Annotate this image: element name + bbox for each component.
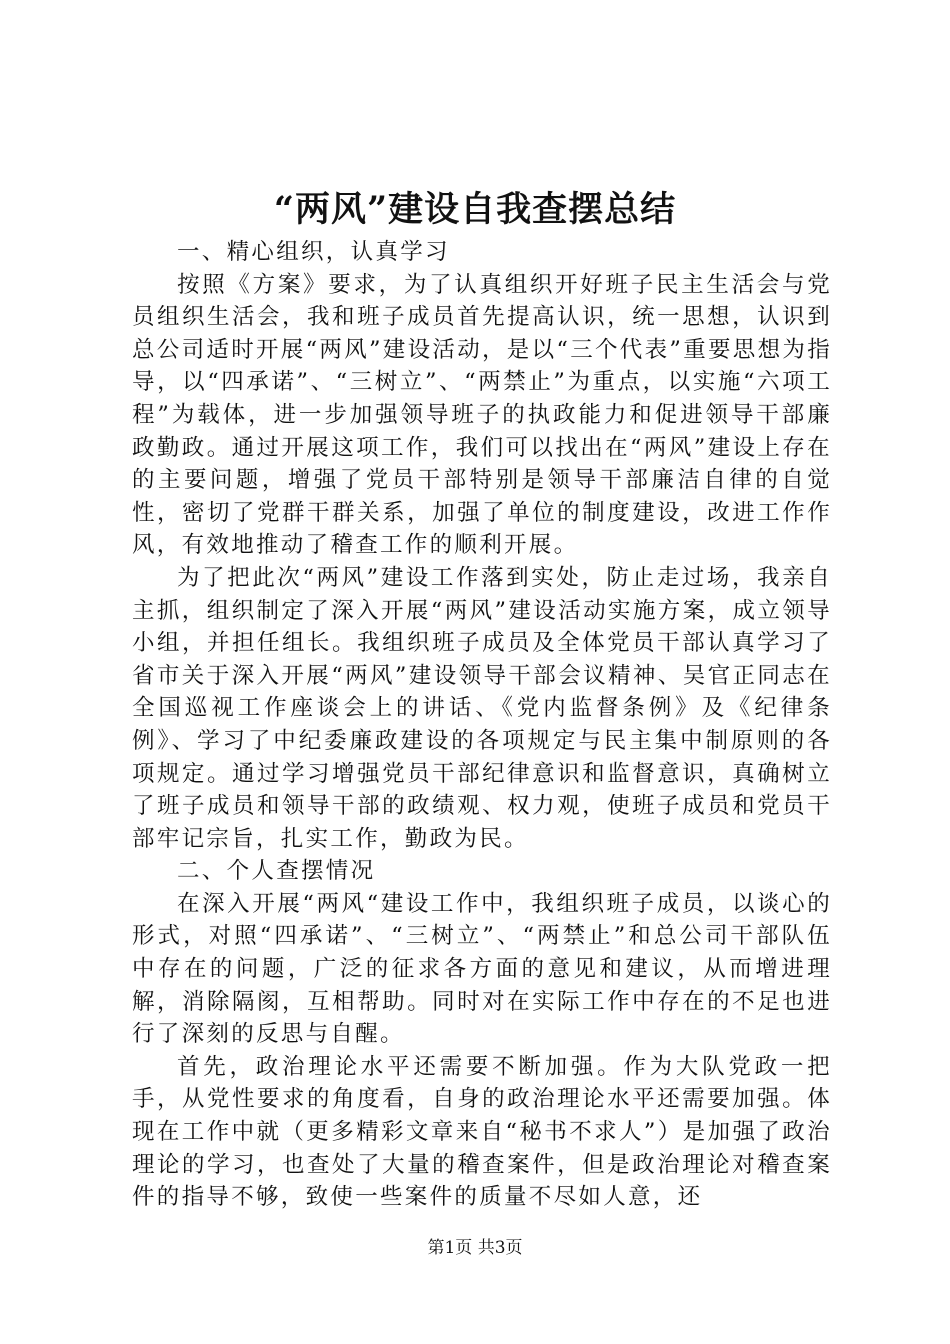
document-body xyxy=(132,236,832,1214)
body-paragraph: 按照《方案》要求，为了认真组织开好班子民主生活会与党员组织生活会，我和班子成员首先提高认识，统一思想，认识到总公司适时开展“两风”建设活动，是以“三个代表”重要思想为指导，以“四承诺”、“三树立”、“两禁止”为重点，以实施“六项工程”为载体，进一步加强领导班子的执政能力和促进领导干部廉政勤政。通过开展这项工作，我们可以找出在“两风”建设上存在的主要问题，增强了党员干部特别是领导干部廉洁自律的自觉性，密切了党群干群关系，加强了单位的制度建设，改进工作作风，有效地推动了稽查工作的顺利开展。 xyxy=(132,271,833,559)
document-title: “两风”建设自我查摆总结 xyxy=(273,189,677,230)
section-heading-2: 二、个人查摆情况 xyxy=(177,858,376,885)
body-paragraph: 在深入开展“两风“建设工作中，我组织班子成员，以谈心的形式，对照“四承诺”、“三树立”、“两禁止”和总公司干部队伍中存在的问题，广泛的征求各方面的意见和建议，从而增进理解，消除隔阂，互相帮助。同时对在实际工作中存在的不足也进行了深刻的反思与自醒。 xyxy=(132,890,832,1048)
section-heading-1: 一、精心组织，认真学习 xyxy=(177,239,450,265)
page-number-footer: 第1页 共3页 xyxy=(427,1238,523,1258)
body-paragraph: 首先，政治理论水平还需要不断加强。作为大队党政一把手，从党性要求的角度看，自身的政治理论水平还需要加强。体现在工作中就（更多精彩文章来自“秘书不求人”）是加强了政治理论的学习，也查处了大量的稽查案件，但是政治理论对稽查案件的指导不够，致使一些案件的质量不尽如人意，还 xyxy=(132,1053,832,1211)
body-paragraph: 为了把此次“两风”建设工作落到实处，防止走过场，我亲自主抓，组织制定了深入开展“两风”建设活动实施方案，成立领导小组，并担任组长。我组织班子成员及全体党员干部认真学习了省市关于深入开展“两风”建设领导干部会议精神、吴官正同志在全国巡视工作座谈会上的讲话、《党内监督条例》及《纪律条例》、学习了中纪委廉政建设的各项规定与民主集中制原则的各项规定。通过学习增强党员干部纪律意识和监督意识，真确树立了班子成员和领导干部的政绩观、权力观，使班子成员和党员干部牢记宗旨，扎实工作，勤政为民。 xyxy=(132,564,832,852)
